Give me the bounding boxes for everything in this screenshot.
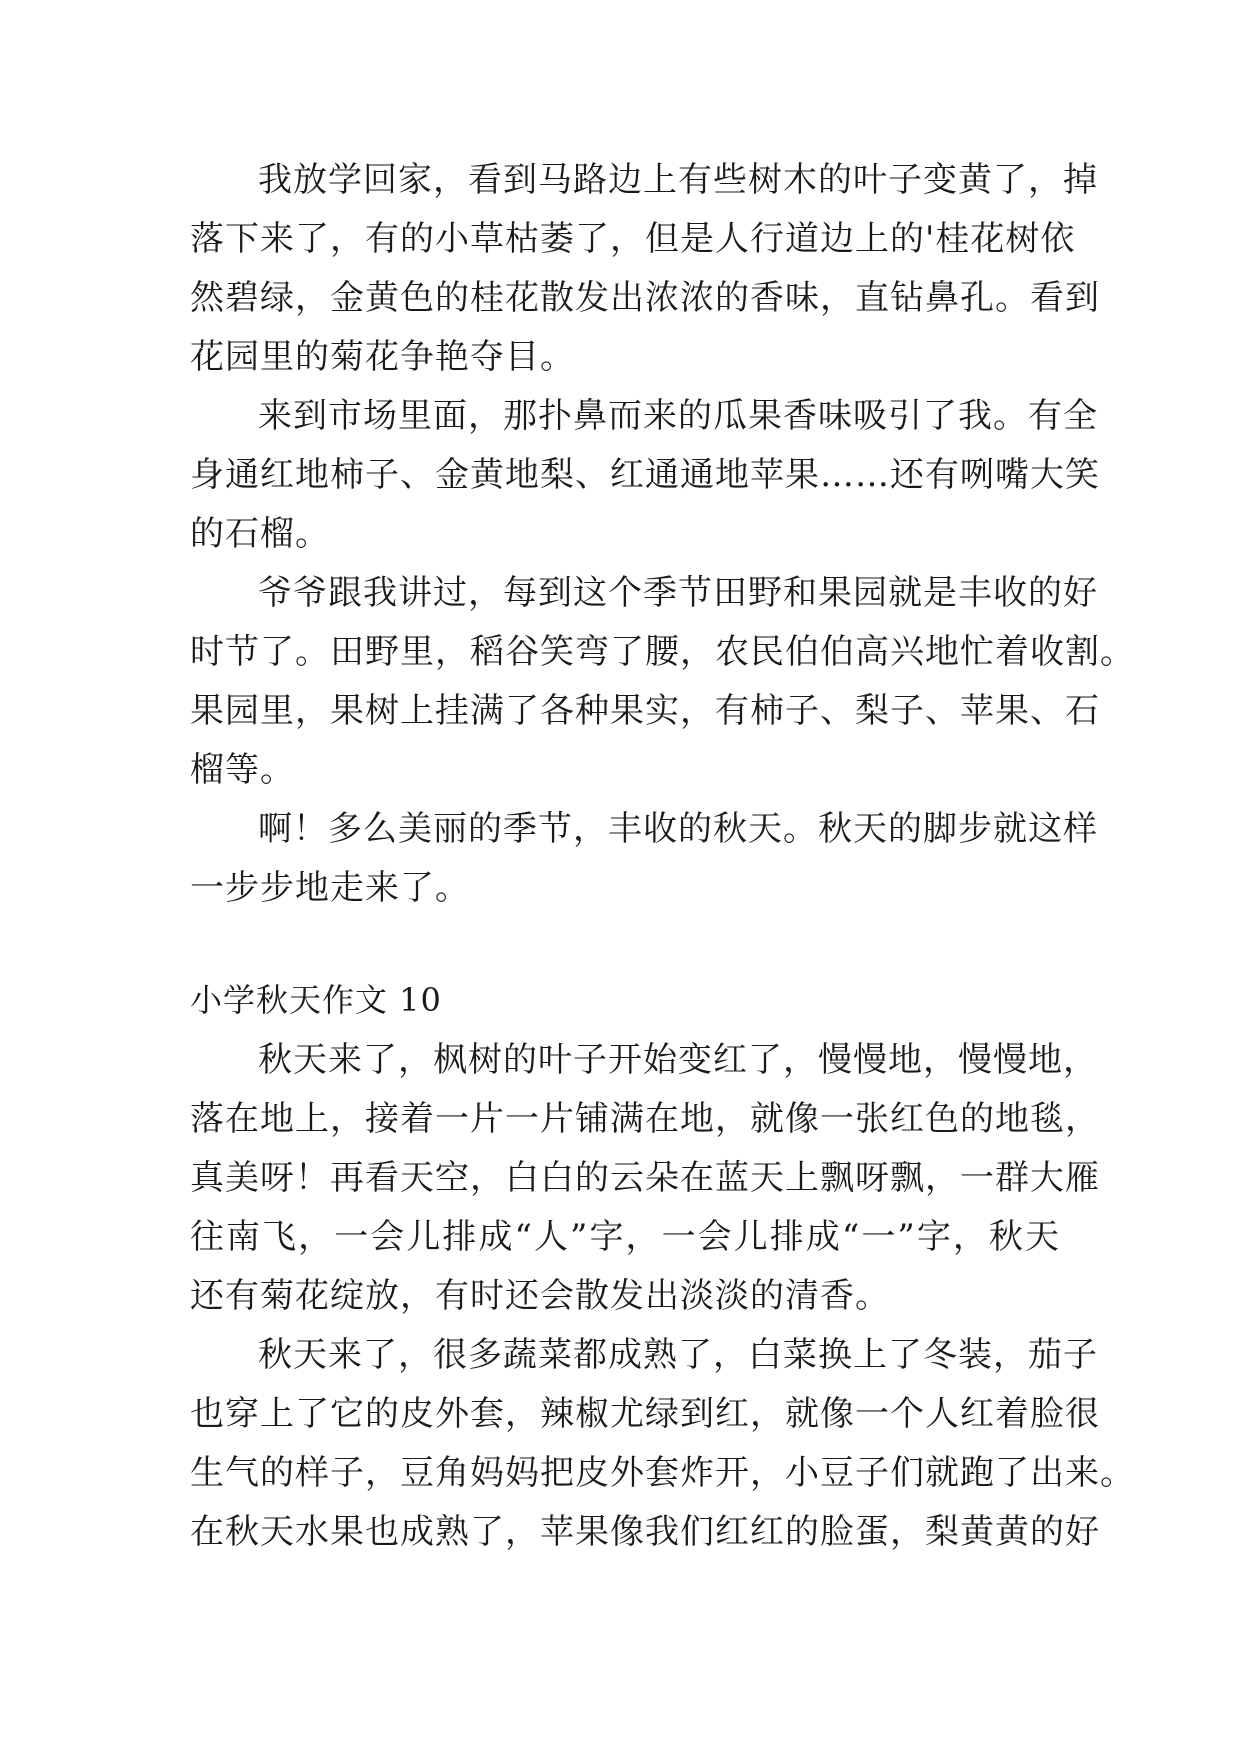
section-title: 小学秋天作文 10: [190, 981, 442, 1019]
paragraph-1-line-1: 我放学回家，看到马路边上有些树木的叶子变黄了，掉: [258, 160, 1098, 200]
paragraph-4-line-2: 一步步地走来了。: [190, 868, 470, 908]
paragraph-6-line-3: 生气的样子，豆角妈妈把皮外套炸开，小豆子们就跑了出来。: [190, 1453, 1135, 1493]
paragraph-6-line-2: 也穿上了它的皮外套，辣椒尤绿到红，就像一个人红着脸很: [190, 1394, 1100, 1434]
paragraph-3-line-4: 榴等。: [190, 750, 295, 790]
paragraph-4-line-1: 啊！多么美丽的季节，丰收的秋天。秋天的脚步就这样: [258, 809, 1098, 849]
paragraph-5-line-3: 真美呀！再看天空，白白的云朵在蓝天上飘呀飘，一群大雁: [190, 1158, 1100, 1198]
paragraph-2-line-3: 的石榴。: [190, 514, 330, 554]
paragraph-5-line-5: 还有菊花绽放，有时还会散发出淡淡的清香。: [190, 1276, 890, 1316]
paragraph-3-line-1: 爷爷跟我讲过，每到这个季节田野和果园就是丰收的好: [258, 573, 1098, 613]
paragraph-3-line-3: 果园里，果树上挂满了各种果实，有柿子、梨子、苹果、石: [190, 691, 1100, 731]
paragraph-2-line-1: 来到市场里面，那扑鼻而来的瓜果香味吸引了我。有全: [258, 396, 1098, 436]
paragraph-6-line-4: 在秋天水果也成熟了，苹果像我们红红的脸蛋，梨黄黄的好: [190, 1512, 1100, 1552]
paragraph-5-line-1: 秋天来了，枫树的叶子开始变红了，慢慢地，慢慢地，: [258, 1040, 1098, 1080]
paragraph-3-line-2: 时节了。田野里，稻谷笑弯了腰，农民伯伯高兴地忙着收割。: [190, 632, 1135, 672]
paragraph-6-line-1: 秋天来了，很多蔬菜都成熟了，白菜换上了冬装，茄子: [258, 1335, 1098, 1375]
paragraph-1-line-3: 然碧绿，金黄色的桂花散发出浓浓的香味，直钻鼻孔。看到: [190, 278, 1100, 318]
paragraph-2-line-2: 身通红地柿子、金黄地梨、红通通地苹果……还有咧嘴大笑: [190, 455, 1100, 495]
paragraph-1-line-4: 花园里的菊花争艳夺目。: [190, 337, 575, 377]
paragraph-1-line-2: 落下来了，有的小草枯萎了，但是人行道边上的'桂花树依: [190, 219, 1076, 259]
paragraph-5-line-4: 往南飞，一会儿排成“人”字，一会儿排成“一”字，秋天: [190, 1217, 1060, 1257]
paragraph-5-line-2: 落在地上，接着一片一片铺满在地，就像一张红色的地毯，: [190, 1099, 1100, 1139]
